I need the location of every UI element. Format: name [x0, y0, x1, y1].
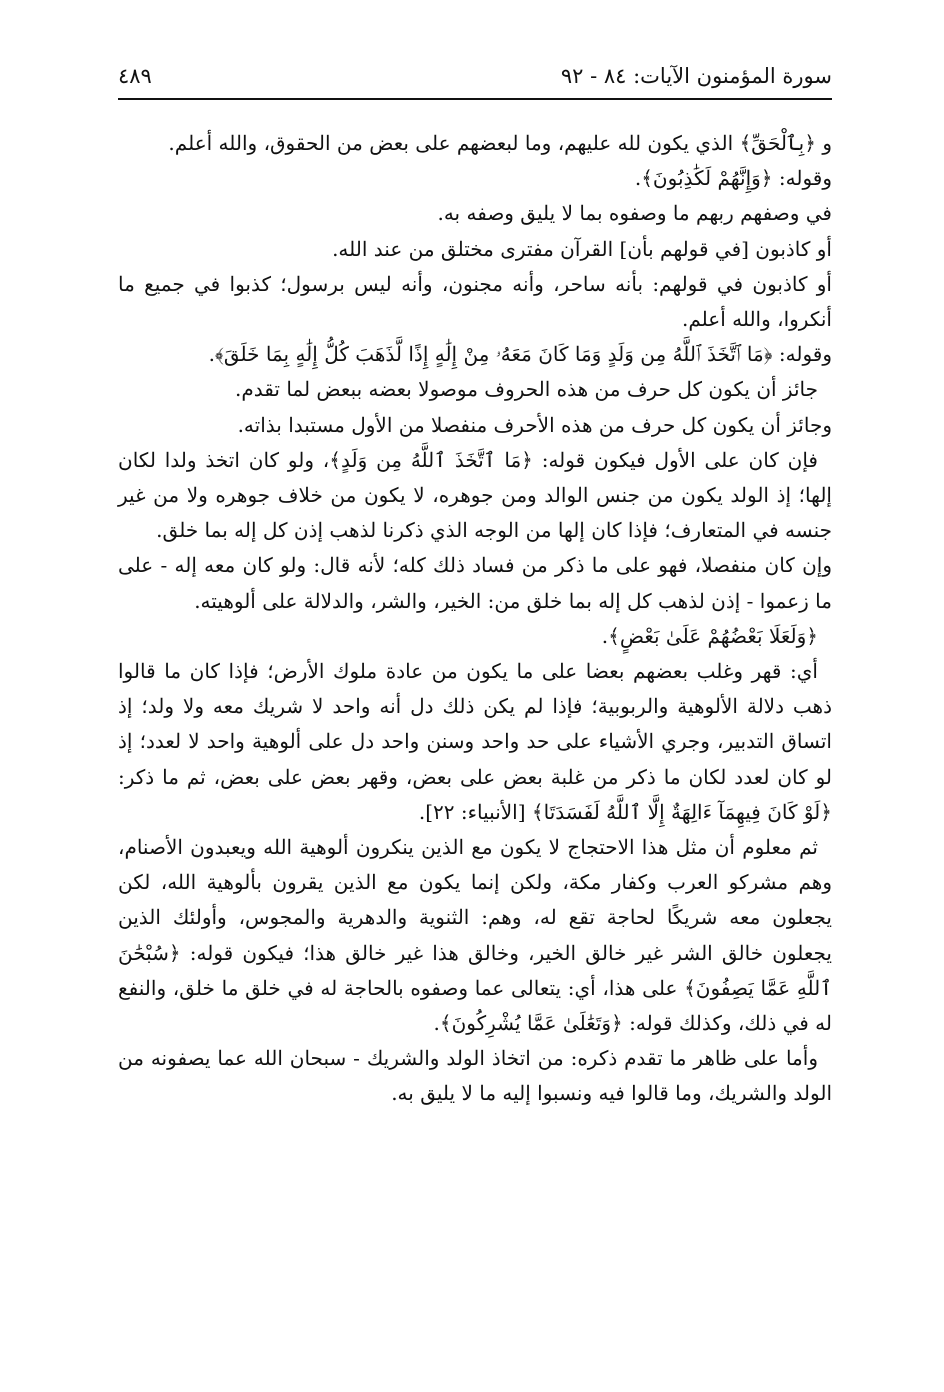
paragraph-4: أو كاذبون [في قولهم بأن] القرآن مفترى مختلق من عند الله. — [332, 236, 832, 261]
paragraph-5: أو كاذبون في قولهم: بأنه ساحر، وأنه مجنون، وأنه ليس برسول؛ كذبوا في جميع ما أنكروا، والله أعلم. — [118, 271, 832, 332]
paragraph-9: فإن كان على الأول فيكون قوله: ﴿مَا ٱتَّخَذَ ٱللَّهُ مِن وَلَدٍ﴾، ولو كان اتخذ ولدا لكان إلها؛ إذ الولد يكون من جنس الوالد ومن جوهره، لا يكون من خلاف جوهره ولا من غير جنسه في المتعارف؛ فإذا كان إلها من الوجه الذي ذكرنا لذهب إذن كل إله بما خلق. — [118, 447, 832, 543]
paragraph-14: وأما على ظاهر ما تقدم ذكره: من اتخاذ الولد والشريك - سبحان الله عما يصفونه من الولد والشريك، وما قالوا فيه ونسبوا إليه ما لا يليق به. — [118, 1046, 832, 1106]
paragraph-11: ﴿وَلَعَلَا بَعْضُهُمْ عَلَىٰ بَعْضٍ﴾. — [601, 623, 818, 648]
paragraph-10: وإن كان منفصلا، فهو على ما ذكر من فساد ذلك كله؛ لأنه قال: ولو كان معه إله - على ما زعموا - إذن لذهب كل إله بما خلق من: الخير، والشر، والدلالة على ألوهيته. — [118, 553, 832, 613]
paragraph-8: وجائز أن يكون كل حرف من هذه الأحرف منفصلا من الأول مستبدا بذاته. — [237, 412, 832, 437]
paragraph-13: ثم معلوم أن مثل هذا الاحتجاج لا يكون مع الذين ينكرون ألوهية الله ويعبدون الأصنام، وهم مشركو العرب وكفار مكة، ولكن إنما يكون مع الذين يقرون بألوهية الله، لكن يجعلون معه شريكًا لحاجة تقع له، وهم: الثنوية والدهرية والمجوس، وأولئك الذين يجعلون خالق الشر غير خالق الخير، وخالق هذا غير خالق هذا؛ فيكون قوله: ﴿سُبْحَٰنَ ٱللَّهِ عَمَّا يَصِفُونَ﴾ على هذا، أي: يتعالى عما وصفوه بالحاجة له في خلق ما خلق، والنفع له في ذلك، وكذلك قوله: ﴿وَتَعَٰلَىٰ عَمَّا يُشْرِكُونَ﴾. — [118, 835, 832, 1036]
page-body — [118, 126, 832, 1112]
page-number: ٤٨٩ — [118, 64, 152, 88]
paragraph-2: وقوله: ﴿وَإِنَّهُمْ لَكَٰذِبُونَ﴾. — [634, 166, 832, 191]
running-title: سورة المؤمنون الآيات: ٨٤ - ٩٢ — [560, 64, 832, 88]
paragraph-6: وقوله: ﴿مَا ٱتَّخَذَ ٱللَّهُ مِن وَلَدٍ وَمَا كَانَ مَعَهُۥ مِنْ إِلَٰهٍ إِذًا لَّذَهَبَ كُلُّ إِلَٰهٍ بِمَا خَلَقَ﴾. — [208, 342, 832, 367]
paragraph-12: أي: قهر وغلب بعضهم بعضا على ما يكون من عادة ملوك الأرض؛ فإذا كان ما قالوا ذهب دلالة الألوهية والربوبية؛ فإذا لم يكن ذلك دل أنه واحد لا شريك معه ولا ولد؛ إذ اتساق التدبير، وجري الأشياء على حد واحد وسنن واحد دل على ألوهية واحد لا لعدد؛ إذ لو كان لعدد لكان ما ذكر من غلبة بعض على بعض، وقهر بعض على بعض، ثم ما ذكر: ﴿لَوْ كَانَ فِيهِمَآ ءَالِهَةٌ إِلَّا ٱللَّهُ لَفَسَدَتَا﴾ [الأنبياء: ٢٢]. — [118, 659, 833, 824]
paragraph-7: جائز أن يكون كل حرف من هذه الحروف موصولا بعضه ببعض لما تقدم. — [235, 377, 818, 402]
paragraph-1: و ﴿بِٱلْحَقِّ﴾ الذي يكون لله عليهم، وما لبعضهم على بعض من الحقوق، والله أعلم. — [168, 131, 832, 155]
book-page — [118, 58, 832, 1112]
paragraph-3: في وصفهم ربهم ما وصفوه بما لا يليق وصفه به. — [437, 201, 832, 226]
page-header — [118, 58, 832, 100]
